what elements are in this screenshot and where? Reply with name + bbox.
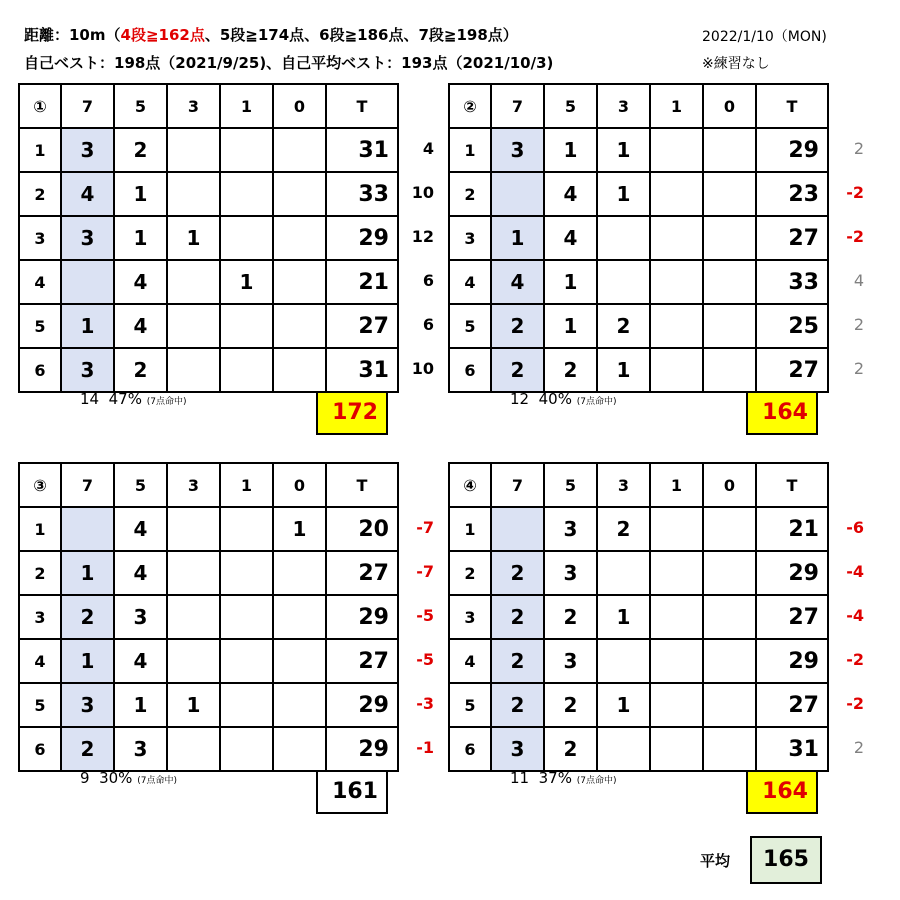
- end-number: 3: [449, 595, 491, 639]
- side-value: -2: [846, 227, 864, 246]
- score-cell: 4: [114, 304, 167, 348]
- score-cell: [61, 507, 114, 551]
- side-value: 12: [411, 227, 434, 246]
- end-number: 2: [19, 551, 61, 595]
- end-total: 27: [756, 683, 828, 727]
- score-cell: 2: [491, 304, 544, 348]
- score-cell: [597, 260, 650, 304]
- column-header: 7: [491, 463, 544, 507]
- score-cell: [597, 727, 650, 771]
- score-cell: 1: [167, 216, 220, 260]
- end-total: 29: [326, 683, 398, 727]
- end-number: 5: [449, 683, 491, 727]
- score-cell: [273, 172, 326, 216]
- score-table: [448, 462, 829, 772]
- score-cell: 1: [61, 639, 114, 683]
- score-cell: 3: [491, 727, 544, 771]
- score-cell: 2: [114, 348, 167, 392]
- end-number: 6: [449, 727, 491, 771]
- score-table: [448, 83, 829, 393]
- end-row: [449, 727, 828, 771]
- score-cell: 1: [544, 260, 597, 304]
- score-cell: 3: [61, 683, 114, 727]
- score-cell: 3: [114, 727, 167, 771]
- column-header: 5: [544, 84, 597, 128]
- column-header: T: [326, 463, 398, 507]
- round-label: ④: [449, 463, 491, 507]
- grade4-threshold: 4段≧162点: [120, 26, 205, 44]
- end-row: [19, 551, 398, 595]
- end-total: 23: [756, 172, 828, 216]
- score-cell: [703, 348, 756, 392]
- score-cell: [703, 551, 756, 595]
- round-3-block: [18, 462, 448, 862]
- side-value: 6: [422, 315, 434, 334]
- score-cell: 4: [544, 172, 597, 216]
- score-cell: 4: [114, 260, 167, 304]
- end-number: 6: [449, 348, 491, 392]
- end-row: [19, 304, 398, 348]
- score-cell: [703, 507, 756, 551]
- score-cell: 1: [167, 683, 220, 727]
- score-cell: 2: [61, 595, 114, 639]
- score-cell: [167, 727, 220, 771]
- score-cell: [273, 348, 326, 392]
- end-row: [449, 260, 828, 304]
- end-row: [19, 727, 398, 771]
- header-row: [449, 84, 828, 128]
- score-cell: 2: [597, 304, 650, 348]
- end-row: [19, 595, 398, 639]
- end-number: 1: [449, 128, 491, 172]
- score-cell: 1: [544, 128, 597, 172]
- side-value: 10: [411, 359, 434, 378]
- score-cell: 2: [544, 348, 597, 392]
- score-cell: [650, 683, 703, 727]
- side-value: -6: [846, 518, 864, 537]
- score-cell: [703, 172, 756, 216]
- side-value: 2: [853, 359, 864, 378]
- score-cell: [167, 304, 220, 348]
- column-header: 3: [597, 84, 650, 128]
- score-cell: 4: [61, 172, 114, 216]
- end-row: [19, 216, 398, 260]
- score-cell: [597, 216, 650, 260]
- score-cell: 2: [491, 348, 544, 392]
- end-total: 25: [756, 304, 828, 348]
- score-cell: [220, 595, 273, 639]
- end-row: [19, 172, 398, 216]
- hit-percent: 37%: [538, 769, 572, 787]
- score-cell: [273, 551, 326, 595]
- score-cell: [220, 727, 273, 771]
- score-cell: [273, 595, 326, 639]
- side-value: -5: [416, 606, 434, 625]
- end-number: 5: [19, 683, 61, 727]
- hit-count: 14: [80, 390, 100, 408]
- score-cell: 1: [220, 260, 273, 304]
- end-number: 2: [449, 551, 491, 595]
- side-value: 10: [411, 183, 434, 202]
- score-cell: 3: [544, 551, 597, 595]
- end-total: 27: [756, 216, 828, 260]
- hit-count: 11: [510, 769, 530, 787]
- side-value: 4: [422, 139, 434, 158]
- score-cell: 1: [491, 216, 544, 260]
- score-cell: 3: [61, 216, 114, 260]
- end-number: 2: [19, 172, 61, 216]
- score-cell: [650, 128, 703, 172]
- score-cell: [220, 507, 273, 551]
- column-header: 5: [114, 463, 167, 507]
- end-total: 33: [756, 260, 828, 304]
- score-cell: 2: [491, 639, 544, 683]
- personal-best-line: 自己ベスト：198点（2021/9/25)、自己平均ベスト：193点（2021/10/3): [24, 54, 554, 72]
- score-cell: 3: [61, 348, 114, 392]
- end-number: 3: [19, 595, 61, 639]
- round-4-block: [448, 462, 878, 862]
- score-cell: 1: [544, 304, 597, 348]
- column-header: 0: [703, 84, 756, 128]
- end-number: 4: [19, 639, 61, 683]
- score-cell: 1: [597, 683, 650, 727]
- round-label: ③: [19, 463, 61, 507]
- score-cell: [703, 216, 756, 260]
- round-total: 161: [316, 770, 388, 814]
- score-cell: [273, 128, 326, 172]
- score-cell: [703, 639, 756, 683]
- score-cell: 3: [61, 128, 114, 172]
- column-header: T: [756, 84, 828, 128]
- side-value: 2: [853, 139, 864, 158]
- column-header: 0: [273, 463, 326, 507]
- column-header: 3: [597, 463, 650, 507]
- end-row: [449, 128, 828, 172]
- score-cell: [650, 304, 703, 348]
- end-row: [19, 348, 398, 392]
- end-total: 33: [326, 172, 398, 216]
- score-cell: 3: [544, 507, 597, 551]
- score-cell: 1: [597, 348, 650, 392]
- end-row: [449, 551, 828, 595]
- score-cell: 4: [114, 507, 167, 551]
- end-total: 27: [756, 348, 828, 392]
- end-total: 29: [756, 639, 828, 683]
- score-cell: [273, 260, 326, 304]
- score-cell: 2: [61, 727, 114, 771]
- score-cell: 1: [114, 216, 167, 260]
- end-number: 4: [449, 260, 491, 304]
- score-cell: 2: [114, 128, 167, 172]
- score-cell: [597, 551, 650, 595]
- distance-line: [24, 24, 518, 45]
- end-row: [449, 595, 828, 639]
- score-cell: 2: [491, 683, 544, 727]
- score-cell: 1: [114, 172, 167, 216]
- hit-percent: 30%: [99, 769, 133, 787]
- end-number: 1: [19, 507, 61, 551]
- side-value: -4: [846, 606, 864, 625]
- round-total: 172: [316, 391, 388, 435]
- column-header: 5: [544, 463, 597, 507]
- score-cell: 4: [544, 216, 597, 260]
- score-cell: 2: [544, 727, 597, 771]
- column-header: 7: [61, 84, 114, 128]
- score-cell: [273, 216, 326, 260]
- side-value: -7: [416, 562, 434, 581]
- hit-summary: [80, 769, 177, 787]
- end-number: 4: [19, 260, 61, 304]
- practice-note: ※練習なし: [702, 56, 770, 72]
- end-total: 27: [326, 551, 398, 595]
- round-1-block: [18, 83, 448, 483]
- column-header: 1: [650, 463, 703, 507]
- distance-prefix: 距離：10m（: [24, 26, 121, 44]
- score-cell: 4: [491, 260, 544, 304]
- end-number: 4: [449, 639, 491, 683]
- score-cell: 1: [61, 304, 114, 348]
- distance-suffix: 、5段≧174点、6段≧186点、7段≧198点）: [204, 26, 518, 44]
- score-cell: 3: [544, 639, 597, 683]
- score-cell: [273, 639, 326, 683]
- side-value: -2: [846, 650, 864, 669]
- column-header: T: [326, 84, 398, 128]
- hit-percent: 47%: [108, 390, 142, 408]
- column-header: 1: [220, 463, 273, 507]
- score-cell: [273, 727, 326, 771]
- score-cell: [220, 683, 273, 727]
- score-cell: [703, 304, 756, 348]
- score-cell: [650, 639, 703, 683]
- average-label: 平均: [700, 852, 731, 870]
- hit-note: (7点命中): [576, 776, 617, 786]
- score-cell: [597, 639, 650, 683]
- score-cell: [491, 172, 544, 216]
- score-cell: [273, 304, 326, 348]
- end-row: [449, 683, 828, 727]
- end-row: [449, 507, 828, 551]
- score-cell: 4: [114, 551, 167, 595]
- end-row: [449, 216, 828, 260]
- score-cell: [703, 727, 756, 771]
- score-cell: 2: [491, 595, 544, 639]
- round-label: ①: [19, 84, 61, 128]
- score-cell: [167, 595, 220, 639]
- end-number: 1: [449, 507, 491, 551]
- end-row: [449, 348, 828, 392]
- score-cell: [167, 507, 220, 551]
- side-value: -1: [416, 738, 434, 757]
- end-total: 29: [756, 128, 828, 172]
- end-row: [449, 304, 828, 348]
- score-cell: [650, 507, 703, 551]
- score-cell: 1: [597, 172, 650, 216]
- end-row: [449, 172, 828, 216]
- side-value: 2: [853, 315, 864, 334]
- column-header: T: [756, 463, 828, 507]
- end-total: 21: [756, 507, 828, 551]
- end-row: [19, 260, 398, 304]
- end-total: 29: [756, 551, 828, 595]
- score-table: [18, 83, 399, 393]
- end-total: 31: [756, 727, 828, 771]
- column-header: 3: [167, 463, 220, 507]
- end-total: 29: [326, 727, 398, 771]
- column-header: 3: [167, 84, 220, 128]
- score-cell: [650, 172, 703, 216]
- hit-summary: [510, 769, 617, 787]
- score-cell: [650, 260, 703, 304]
- hit-summary: [80, 390, 187, 408]
- score-cell: 1: [597, 595, 650, 639]
- side-value: -4: [846, 562, 864, 581]
- round-label: ②: [449, 84, 491, 128]
- score-cell: [167, 128, 220, 172]
- hit-summary: [510, 390, 617, 408]
- score-table: [18, 462, 399, 772]
- end-total: 29: [326, 216, 398, 260]
- round-2-block: [448, 83, 878, 483]
- end-total: 20: [326, 507, 398, 551]
- score-cell: 3: [491, 128, 544, 172]
- column-header: 1: [650, 84, 703, 128]
- end-row: [19, 507, 398, 551]
- end-row: [19, 683, 398, 727]
- end-total: 27: [756, 595, 828, 639]
- end-row: [19, 639, 398, 683]
- hit-note: (7点命中): [137, 776, 177, 786]
- score-cell: 1: [61, 551, 114, 595]
- end-number: 6: [19, 348, 61, 392]
- score-cell: [167, 348, 220, 392]
- side-value: -2: [846, 694, 864, 713]
- average-value: 165: [750, 836, 822, 884]
- end-number: 6: [19, 727, 61, 771]
- end-number: 5: [19, 304, 61, 348]
- end-total: 21: [326, 260, 398, 304]
- score-cell: [703, 260, 756, 304]
- header-row: [19, 84, 398, 128]
- end-total: 27: [326, 639, 398, 683]
- end-number: 3: [449, 216, 491, 260]
- score-cell: [650, 595, 703, 639]
- score-cell: 3: [114, 595, 167, 639]
- side-value: 6: [422, 271, 434, 290]
- hit-note: (7点命中): [576, 397, 617, 407]
- round-total: 164: [746, 770, 818, 814]
- score-cell: [220, 551, 273, 595]
- score-cell: [273, 683, 326, 727]
- score-cell: [167, 639, 220, 683]
- score-cell: 2: [597, 507, 650, 551]
- hit-note: (7点命中): [146, 397, 187, 407]
- column-header: 5: [114, 84, 167, 128]
- score-cell: [491, 507, 544, 551]
- score-cell: 1: [114, 683, 167, 727]
- side-value: -3: [416, 694, 434, 713]
- score-cell: [220, 639, 273, 683]
- score-cell: [61, 260, 114, 304]
- score-cell: [650, 348, 703, 392]
- score-cell: [703, 128, 756, 172]
- end-number: 3: [19, 216, 61, 260]
- score-cell: 2: [544, 683, 597, 727]
- score-cell: [167, 172, 220, 216]
- header-row: [449, 463, 828, 507]
- end-total: 29: [326, 595, 398, 639]
- score-cell: 1: [597, 128, 650, 172]
- column-header: 1: [220, 84, 273, 128]
- score-cell: [650, 727, 703, 771]
- score-cell: [650, 551, 703, 595]
- hit-count: 9: [80, 769, 90, 787]
- score-cell: [220, 216, 273, 260]
- score-cell: [650, 216, 703, 260]
- score-cell: [703, 683, 756, 727]
- score-cell: [220, 304, 273, 348]
- column-header: 7: [491, 84, 544, 128]
- score-cell: [220, 348, 273, 392]
- side-value: -7: [416, 518, 434, 537]
- side-value: -2: [846, 183, 864, 202]
- side-value: -5: [416, 650, 434, 669]
- score-cell: [220, 128, 273, 172]
- end-number: 1: [19, 128, 61, 172]
- column-header: 7: [61, 463, 114, 507]
- side-value: 2: [853, 738, 864, 757]
- end-row: [449, 639, 828, 683]
- end-total: 31: [326, 348, 398, 392]
- hit-percent: 40%: [538, 390, 572, 408]
- hit-count: 12: [510, 390, 530, 408]
- side-value: 4: [853, 271, 864, 290]
- round-total: 164: [746, 391, 818, 435]
- column-header: 0: [703, 463, 756, 507]
- score-cell: [220, 172, 273, 216]
- score-cell: 4: [114, 639, 167, 683]
- end-number: 2: [449, 172, 491, 216]
- end-number: 5: [449, 304, 491, 348]
- end-total: 31: [326, 128, 398, 172]
- end-total: 27: [326, 304, 398, 348]
- score-cell: [167, 551, 220, 595]
- score-cell: 2: [544, 595, 597, 639]
- score-cell: [167, 260, 220, 304]
- date-label: 2022/1/10（MON): [702, 29, 827, 45]
- score-cell: [703, 595, 756, 639]
- end-row: [19, 128, 398, 172]
- score-cell: 1: [273, 507, 326, 551]
- column-header: 0: [273, 84, 326, 128]
- header-row: [19, 463, 398, 507]
- score-cell: 2: [491, 551, 544, 595]
